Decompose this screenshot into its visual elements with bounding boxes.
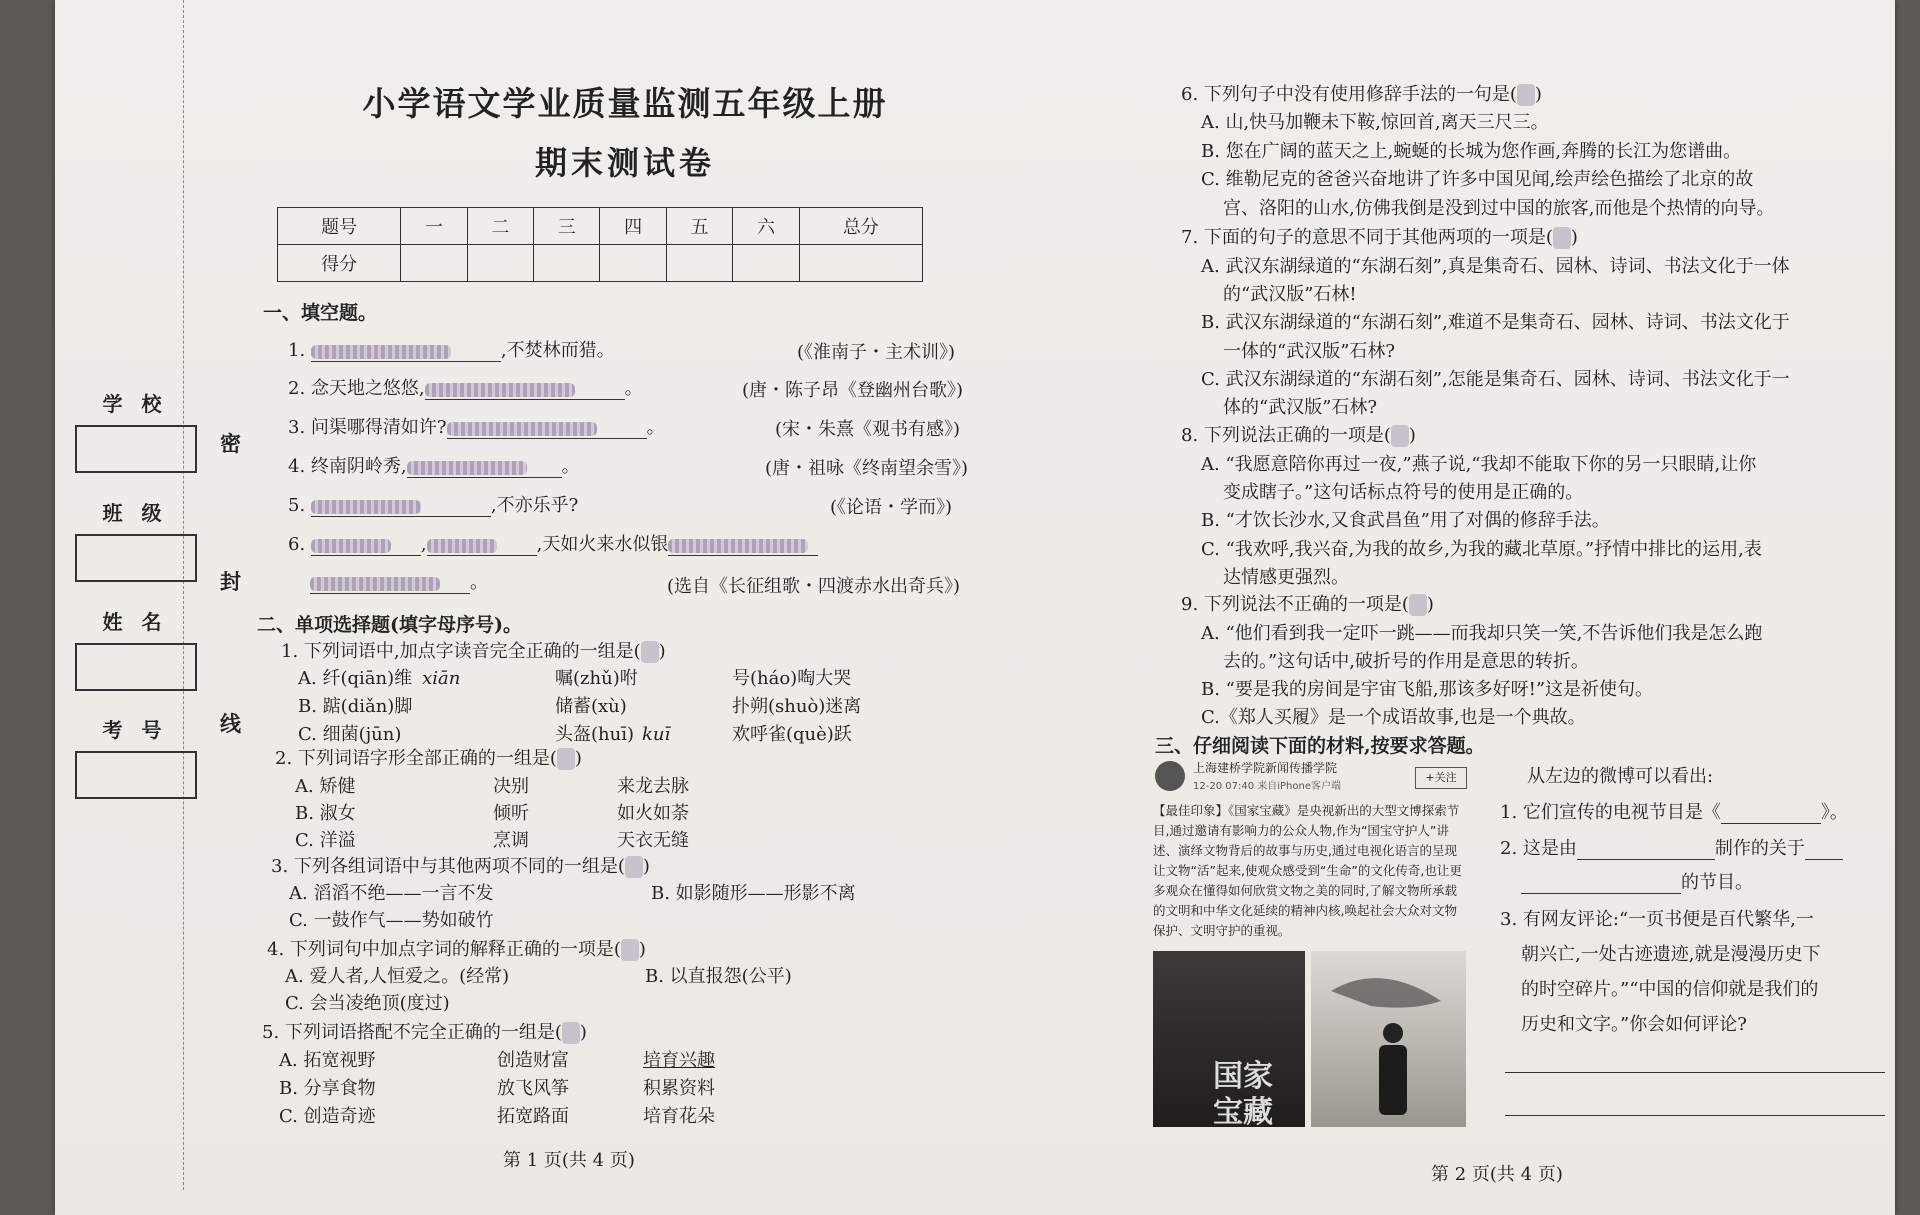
answer-blank[interactable] [1521, 873, 1681, 894]
question-text: 制作的关于 [1714, 838, 1805, 859]
poster-title-1: 国家 [1213, 1059, 1273, 1094]
mc-option-word: 积累资料 [643, 1078, 715, 1099]
question-text: 1. 它们宣传的电视节目是《 [1500, 802, 1721, 823]
mc-option-a: A. “我愿意陪你再过一夜,”燕子说,“我却不能取下你的另一只眼睛,让你 [1201, 454, 1757, 475]
name-input[interactable] [75, 643, 197, 691]
mc-option-c: C. 武汉东湖绿道的“东湖石刻”,怎能是集奇石、园林、诗词、书法文化于一 [1201, 369, 1790, 390]
class-label: 班 级 [102, 501, 168, 525]
answer-blur[interactable] [625, 856, 643, 878]
reading-intro: 从左边的微博可以看出: [1527, 766, 1714, 787]
score-cell: 一 [401, 208, 467, 245]
fill-item-2 [288, 374, 643, 400]
mc-option-word: 天衣无缝 [617, 830, 689, 851]
question-text: 》。 [1820, 802, 1848, 823]
reading-q2 [1500, 834, 1843, 860]
reading-q1 [1500, 798, 1848, 824]
item-text: 。 [561, 456, 580, 477]
exam-number-label: 考 号 [102, 718, 168, 742]
class-field [75, 497, 197, 582]
item-text: 终南阴岭秀, [310, 456, 407, 477]
mc-option-word: 烹调 [493, 830, 529, 851]
answer-blank[interactable] [311, 496, 491, 517]
answer-blank[interactable] [1805, 839, 1843, 860]
handwriting-scribble [310, 577, 440, 591]
mc-option-b: B. 踮(diǎn)脚 [298, 696, 413, 717]
mc-question-1 [281, 637, 666, 663]
exam-title: 小学语文学业质量监测五年级上册 [362, 84, 888, 123]
mc-option-a: A. 拓宽视野 [279, 1050, 376, 1071]
exam-number-input[interactable] [75, 751, 197, 799]
mc-option-b: B. “才饮长沙水,又食武昌鱼”用了对偶的修辞手法。 [1201, 510, 1610, 531]
score-cell: 二 [467, 208, 533, 245]
question-stem: 7. 下面的句子的意思不同于其他两项的一项是( [1181, 227, 1553, 248]
handwritten-note: xiān [422, 668, 461, 689]
exam-subtitle: 期末测试卷 [534, 144, 715, 182]
item-text: 念天地之悠悠, [310, 378, 425, 399]
page-footer: 第 2 页(共 4 页) [1431, 1164, 1563, 1185]
mc-option-c: C. 会当凌绝顶(度过) [285, 993, 450, 1014]
mc-option-a: A. 爱人者,人恒爱之。(经常) [285, 966, 510, 987]
section2-heading: 二、单项选择题(填字母序号)。 [257, 614, 522, 636]
school-field [75, 388, 197, 473]
mc-option-word: 培育花朵 [643, 1106, 715, 1127]
mc-option-a: A. “他们看到我一定吓一跳——而我却只笑一笑,不告诉他们我是怎么跑 [1201, 623, 1763, 644]
item-text: ,天如火来水似银 [536, 534, 669, 555]
question-stem: 2. 下列词语字形全部正确的一组是( [275, 748, 557, 769]
mc-option-a-cont: 去的。”这句话中,破折号的作用是意思的转折。 [1223, 651, 1589, 672]
mc-option-word: 如火如荼 [617, 803, 689, 824]
question-text: 2. 这是由 [1500, 838, 1577, 859]
seal-char-feng: 封 [220, 569, 241, 594]
reading-q3-cont: 的时空碎片。”“中国的信仰就是我们的 [1521, 979, 1819, 1000]
mc-option-c: C. 创造奇迹 [279, 1106, 376, 1127]
mc-option-b: B. 分享食物 [279, 1078, 376, 1099]
mc-option-word: 创造财富 [497, 1050, 569, 1071]
seal-char-mi: 密 [220, 431, 241, 456]
score-cell: 题号 [278, 208, 401, 245]
question-stem: 3. 下列各组词语中与其他两项不同的一组是( [271, 856, 625, 877]
mc-option-word: 放飞风筝 [497, 1078, 569, 1099]
handwriting-scribble [668, 539, 808, 553]
answer-blur[interactable] [641, 641, 659, 663]
mc-option-c: C. 维勒尼克的爸爸兴奋地讲了许多中国见闻,绘声绘色描绘了北京的故 [1201, 169, 1754, 190]
mc-option-a [298, 664, 460, 690]
mc-option-c-cont: 达情感更强烈。 [1223, 567, 1349, 588]
name-label: 姓 名 [102, 610, 168, 634]
item-source: (《论语・学而》) [830, 497, 953, 518]
mc-option-word: 决别 [493, 776, 529, 797]
answer-blur[interactable] [1409, 594, 1427, 616]
item-text: 。 [646, 417, 665, 438]
question-stem: 4. 下列词句中加点字词的解释正确的一项是( [267, 939, 621, 960]
mc-option-c: C. 洋溢 [295, 830, 356, 851]
score-table-header [278, 208, 923, 245]
handwriting-scribble [311, 345, 451, 359]
item-text: 。 [624, 378, 643, 399]
fill-item-6: 6. , ,天如火来水似银 [288, 530, 818, 556]
question-stem: 5. 下列词语搭配不完全正确的一组是( [262, 1022, 562, 1043]
mc-option-word: 扑朔(shuò)迷离 [732, 696, 862, 717]
weibo-text: 【最佳印象】《国家宝藏》是央视新出的大型文博探索节目,通过邀请有影响力的公众人物,作为“国宝守护人”讲述、演绎文物背后的故事与历史,通过电视化语言的呈现让文物“活”起来,使观众感受到“生命”的文化传奇,也让更多观众在懂得如何欣赏文物之美的同时,了解文物所承载的文明和中华文化延续的精神内核,唤起社会大众对文物保护、文明守护的重视。 [1153, 803, 1462, 938]
item-number: 6. [288, 534, 306, 555]
question-stem: 1. 下列词语中,加点字读音完全正确的一组是( [281, 641, 641, 662]
handwritten-note: kuī [642, 724, 671, 745]
fill-item-6-cont [288, 568, 488, 594]
mc-option-a: A. 山,快马加鞭未下鞍,惊回首,离天三尺三。 [1201, 112, 1549, 133]
mc-option-a-cont: 变成瞎子。”这句话标点符号的使用是正确的。 [1223, 482, 1584, 503]
score-cell: 得分 [278, 245, 401, 282]
handwriting-scribble [425, 383, 575, 397]
item-text: ,不焚林而猎。 [500, 340, 615, 361]
mc-question-7 [1181, 223, 1578, 249]
poster-title-2: 宝藏 [1213, 1095, 1273, 1130]
mc-option-b: B. 如影随形——形影不离 [651, 883, 856, 904]
answer-blur[interactable] [557, 748, 575, 770]
answer-blank[interactable] [311, 535, 421, 556]
page-1 [55, 0, 969, 1215]
score-input[interactable] [733, 245, 799, 282]
mc-option-b: B. 武汉东湖绿道的“东湖石刻”,难道不是集奇石、园林、诗词、书法文化于 [1201, 312, 1790, 333]
handwriting-scribble [427, 539, 497, 553]
mc-question-3 [271, 852, 650, 878]
handwriting-scribble [447, 422, 597, 436]
option-word: 头盔(huī) [555, 724, 634, 745]
question-close: ) [579, 1022, 587, 1043]
option-word: A. 纤(qiān)维 [298, 668, 413, 689]
seal-char-xian: 线 [220, 711, 241, 736]
question-close: ) [1408, 425, 1416, 446]
question-stem: 8. 下列说法正确的一项是( [1181, 425, 1391, 446]
item-text: 问渠哪得清如许? [310, 417, 447, 438]
mc-option-c: C. “我欢呼,我兴奋,为我的故乡,为我的藏北草原。”抒情中排比的运用,表 [1201, 539, 1762, 560]
handwriting-scribble [311, 500, 421, 514]
mc-option-word: 欢呼雀(què)跃 [732, 724, 852, 745]
mc-question-2 [275, 744, 582, 770]
question-close: ) [638, 939, 646, 960]
avatar [1155, 761, 1185, 791]
page-footer: 第 1 页(共 4 页) [503, 1150, 635, 1171]
class-input[interactable] [75, 534, 197, 582]
question-close: ) [642, 856, 650, 877]
mc-option-word: 储蓄(xù) [555, 696, 627, 717]
answer-blur[interactable] [1517, 84, 1535, 106]
fill-item-3 [288, 413, 665, 439]
item-text: ,不亦乐乎? [490, 495, 579, 516]
page-2 [1095, 0, 1895, 1215]
item-source: (《淮南子・主术训》) [797, 342, 956, 363]
mc-question-8 [1181, 421, 1416, 447]
score-input[interactable] [401, 245, 467, 282]
question-stem: 6. 下列句子中没有使用修辞手法的一句是( [1181, 84, 1517, 105]
mc-option-word: 拓宽路面 [497, 1106, 569, 1127]
answer-blank[interactable] [427, 535, 537, 556]
reading-q3-cont: 历史和文字。”你会如何评论? [1521, 1014, 1747, 1035]
host-figure-icon [1311, 951, 1466, 1127]
weibo-timestamp: 12-20 07:40 来自iPhone客户端 [1193, 781, 1341, 792]
fill-item-1 [288, 336, 615, 362]
weibo-image-poster [1153, 951, 1305, 1130]
section1-heading: 一、填空题。 [263, 302, 378, 324]
school-label: 学 校 [102, 392, 168, 416]
weibo-account-name: 上海建桥学院新闻传播学院 [1193, 761, 1338, 775]
answer-blur[interactable] [621, 939, 639, 961]
exam-number-field [75, 714, 197, 799]
mc-option-word: 倾听 [493, 803, 529, 824]
mc-option-a-cont: 的“武汉版”石林! [1223, 284, 1357, 305]
question-close: ) [1570, 227, 1578, 248]
mc-option-b: B. 您在广阔的蓝天之上,蜿蜒的长城为您作画,奔腾的长江为您谱曲。 [1201, 141, 1742, 162]
item-text: 。 [470, 572, 488, 593]
mc-option-a: A. 滔滔不绝——一言不发 [289, 883, 494, 904]
item-source: (选自《长征组歌・四渡赤水出奇兵》) [667, 576, 961, 597]
mc-question-9 [1181, 590, 1434, 616]
score-table [277, 207, 923, 282]
score-table-row [278, 245, 923, 282]
mc-option-c: C. 一鼓作气——势如破竹 [289, 910, 494, 931]
score-cell: 六 [733, 208, 799, 245]
answer-blank[interactable] [668, 535, 818, 556]
mc-option-word: 来龙去脉 [617, 776, 689, 797]
question-close: ) [1426, 594, 1434, 615]
seal-line [183, 0, 184, 1190]
answer-blank[interactable] [310, 573, 470, 594]
item-source: (唐・祖咏《终南望余雪》) [765, 458, 969, 479]
answer-line[interactable] [1505, 1072, 1885, 1073]
reading-q3: 3. 有网友评论:“一页书便是百代繁华,一 [1500, 909, 1814, 930]
weibo-image-host [1311, 951, 1466, 1127]
score-input[interactable] [799, 245, 922, 282]
reading-q2-cont [1521, 868, 1753, 894]
mc-option-c-cont: 体的“武汉版”石林? [1223, 397, 1378, 418]
mc-option-word: 嘱(zhǔ)咐 [555, 668, 638, 689]
mc-option-a: A. 武汉东湖绿道的“东湖石刻”,真是集奇石、园林、诗词、书法文化于一体 [1201, 256, 1790, 277]
mc-option-b-cont: 一体的“武汉版”石林? [1223, 341, 1396, 362]
fill-item-5 [288, 491, 578, 517]
item-source: (唐・陈子昂《登幽州台歌》) [742, 380, 964, 401]
reading-q3-cont: 朝兴亡,一处古迹遗迹,就是漫漫历史下 [1521, 944, 1821, 965]
answer-blank[interactable] [447, 418, 647, 439]
question-stem: 9. 下列说法不正确的一项是( [1181, 594, 1409, 615]
name-field [75, 606, 197, 691]
score-cell: 三 [534, 208, 600, 245]
question-close: ) [658, 641, 666, 662]
answer-blur[interactable] [1391, 425, 1409, 447]
item-number: 2. [288, 378, 306, 399]
mc-question-5 [262, 1018, 587, 1044]
score-cell: 四 [600, 208, 666, 245]
answer-blur[interactable] [1553, 227, 1571, 249]
answer-blank[interactable] [1721, 803, 1821, 824]
question-close: ) [1534, 84, 1542, 105]
answer-line[interactable] [1505, 1115, 1885, 1116]
item-source: (宋・朱熹《观书有感》) [775, 419, 961, 440]
answer-blur[interactable] [562, 1022, 580, 1044]
mc-option-c: C.《郑人买履》是一个成语故事,也是一个典故。 [1201, 707, 1586, 728]
question-text: 的节目。 [1681, 872, 1753, 893]
school-input[interactable] [75, 425, 197, 473]
mc-option-word [555, 720, 670, 746]
follow-button[interactable]: +关注 [1415, 767, 1467, 789]
score-input[interactable] [600, 245, 666, 282]
question-close: ) [574, 748, 582, 769]
mc-option-word: 号(háo)啕大哭 [732, 668, 852, 689]
mc-option-c: C. 细菌(jūn) [298, 724, 402, 745]
answer-blank[interactable] [407, 457, 562, 478]
handwriting-scribble [407, 461, 527, 475]
mc-option-word: 培育兴趣 [643, 1050, 715, 1071]
item-number: 5. [288, 495, 306, 516]
mc-question-6 [1181, 80, 1542, 106]
score-input[interactable] [467, 245, 533, 282]
section3-heading: 三、仔细阅读下面的材料,按要求答题。 [1155, 735, 1485, 757]
exam-sheet [55, 0, 1895, 1215]
score-cell: 五 [666, 208, 732, 245]
answer-blank[interactable] [1577, 839, 1715, 860]
mc-option-b: B. 淑女 [295, 803, 356, 824]
answer-blank[interactable] [311, 341, 501, 362]
weibo-post [1153, 757, 1469, 1130]
answer-blank[interactable] [425, 379, 625, 400]
item-number: 1. [288, 340, 306, 361]
mc-option-b: B. 以直报怨(公平) [645, 966, 792, 987]
score-input[interactable] [534, 245, 600, 282]
score-cell: 总分 [799, 208, 922, 245]
mc-option-b: B. “要是我的房间是宇宙飞船,那该多好呀!”这是祈使句。 [1201, 679, 1654, 700]
score-input[interactable] [666, 245, 732, 282]
mc-question-4 [267, 935, 646, 961]
fill-item-4 [288, 452, 580, 478]
item-number: 4. [288, 456, 306, 477]
handwriting-scribble [311, 539, 391, 553]
item-number: 3. [288, 417, 306, 438]
mc-option-a: A. 矫健 [295, 776, 356, 797]
mc-option-c-cont: 宫、洛阳的山水,仿佛我倒是没到过中国的旅客,而他是个热情的向导。 [1223, 198, 1775, 219]
